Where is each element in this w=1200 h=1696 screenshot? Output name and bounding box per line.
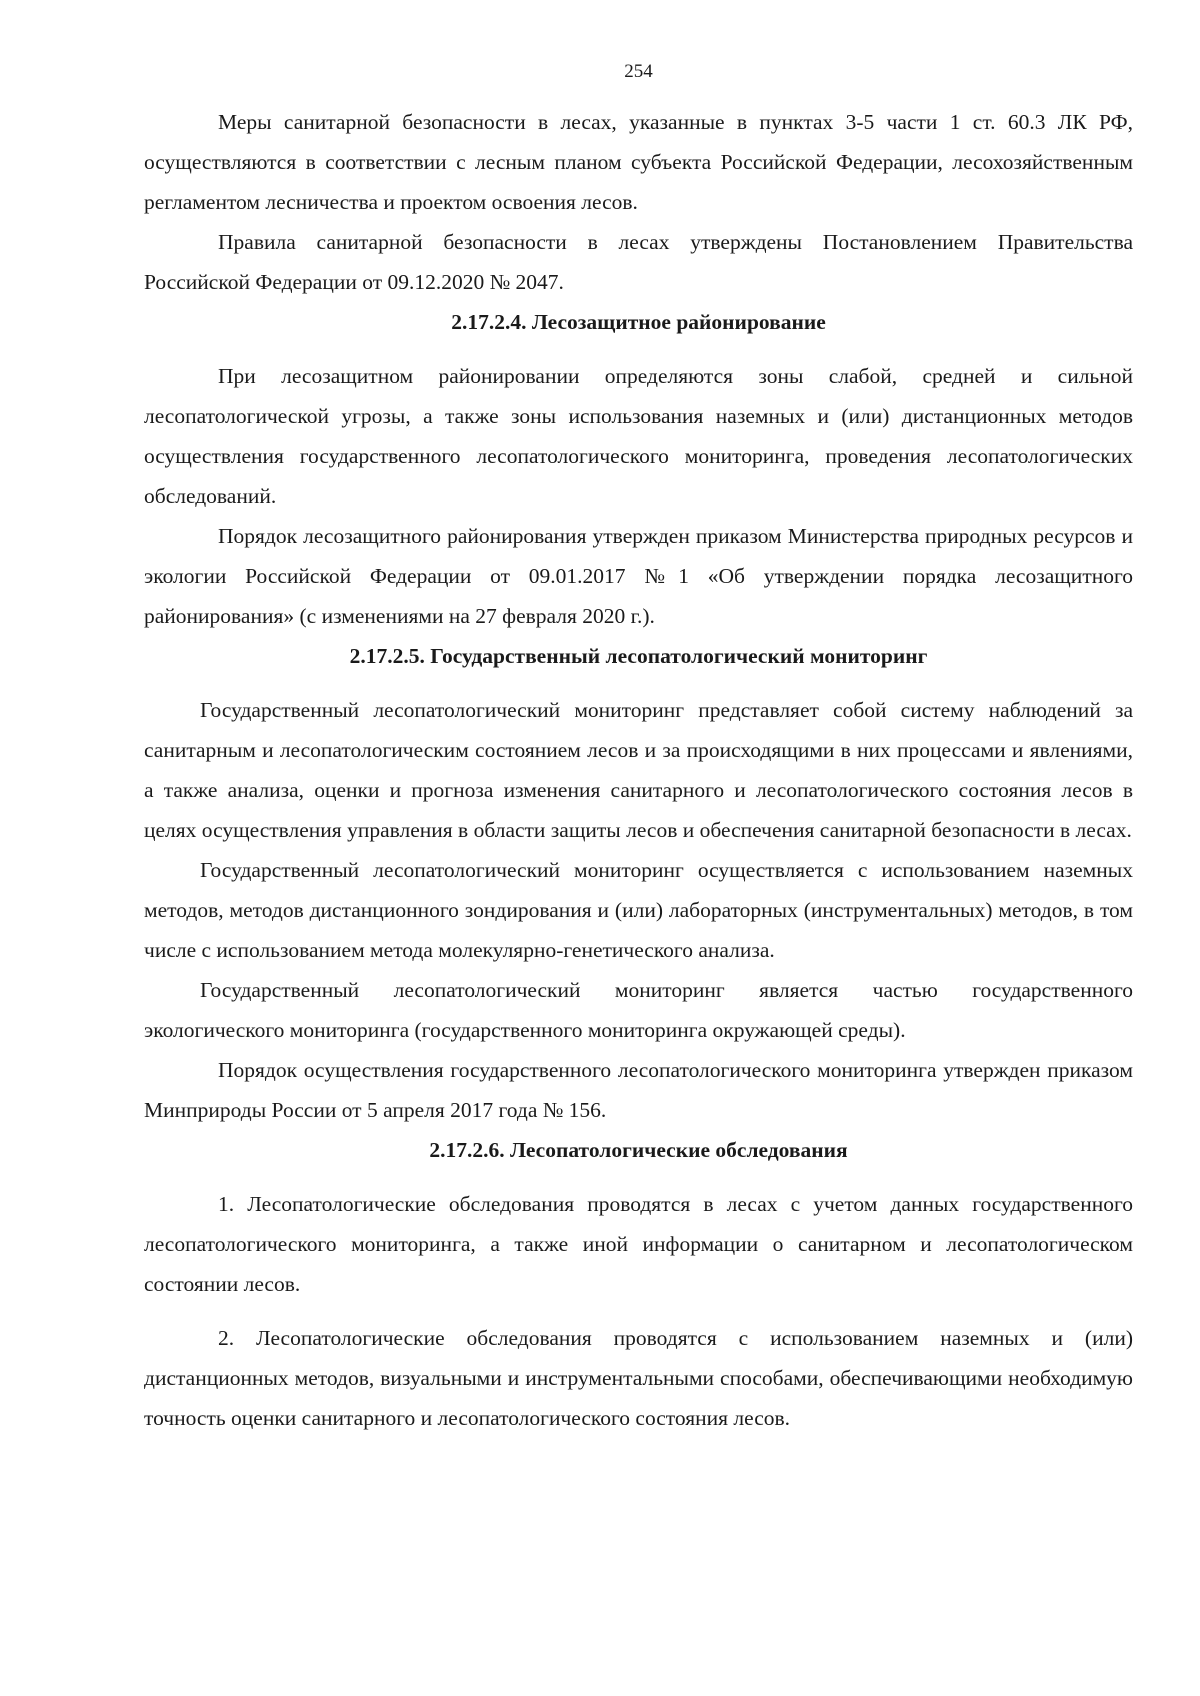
section-heading-zoning: 2.17.2.4. Лесозащитное районирование <box>451 310 826 334</box>
paragraph-monitoring-ecology: Государственный лесопатологический мониторинг является частью государственного экологического мониторинга (государственного мониторинга окружающей среды). <box>144 978 1133 1042</box>
paragraph-zoning-order: Порядок лесозащитного районирования утвержден приказом Министерства природных ресурсов и экологии Российской Федерации от 09.01.2017 №1 «Об утверждении порядка лесозащитного районирования» (с изменениями на 27 февраля 2020 г.). <box>144 524 1133 628</box>
paragraph-monitoring-order: Порядок осуществления государственного лесопатологического мониторинга утвержден приказом Минприроды России от 5 апреля 2017 года № 156. <box>144 1058 1133 1122</box>
paragraph-zoning-definition: При лесозащитном районировании определяются зоны слабой, средней и сильной лесопатологической угрозы, а также зоны использования наземных и (или) дистанционных методов осуществления государственного лесопатологического мониторинга, проведения лесопатологических обследований. <box>144 364 1133 508</box>
paragraph-sanitary-measures: Меры санитарной безопасности в лесах, указанные в пунктах 3-5 части 1 ст. 60.3 ЛК РФ, осуществляются в соответствии с лесным планом субъекта Российской Федерации, лесохозяйственным регламентом лесничества и проектом освоения лесов. <box>144 110 1133 214</box>
section-heading-monitoring: 2.17.2.5. Государственный лесопатологический мониторинг <box>349 644 928 668</box>
section-heading-surveys: 2.17.2.6. Лесопатологические обследования <box>429 1138 848 1162</box>
paragraph-surveys-item-1: 1. Лесопатологические обследования проводятся в лесах с учетом данных государственного лесопатологического мониторинга, а также иной информации о санитарном и лесопатологическом состоянии лесов. <box>144 1192 1133 1296</box>
paragraph-sanitary-rules: Правила санитарной безопасности в лесах утверждены Постановлением Правительства Российской Федерации от 09.12.2020 № 2047. <box>144 230 1133 294</box>
paragraph-monitoring-definition: Государственный лесопатологический мониторинг представляет собой систему наблюдений за санитарным и лесопатологическим состоянием лесов и за происходящими в них процессами и явлениями, а также анализа, оценки и прогноза изменения санитарного и лесопатологического состояния лесов в целях осуществления управления в области защиты лесов и обеспечения санитарной безопасности в лесах. <box>144 698 1133 842</box>
page-number: 254 <box>624 61 653 82</box>
paragraph-surveys-item-2: 2. Лесопатологические обследования проводятся с использованием наземных и (или) дистанционных методов, визуальными и инструментальными способами, обеспечивающими необходимую точность оценки санитарного и лесопатологического состояния лесов. <box>144 1326 1133 1430</box>
paragraph-monitoring-methods: Государственный лесопатологический мониторинг осуществляется с использованием наземных методов, методов дистанционного зондирования и (или) лабораторных (инструментальных) методов, в том числе с использованием метода молекулярно-генетического анализа. <box>144 858 1133 962</box>
